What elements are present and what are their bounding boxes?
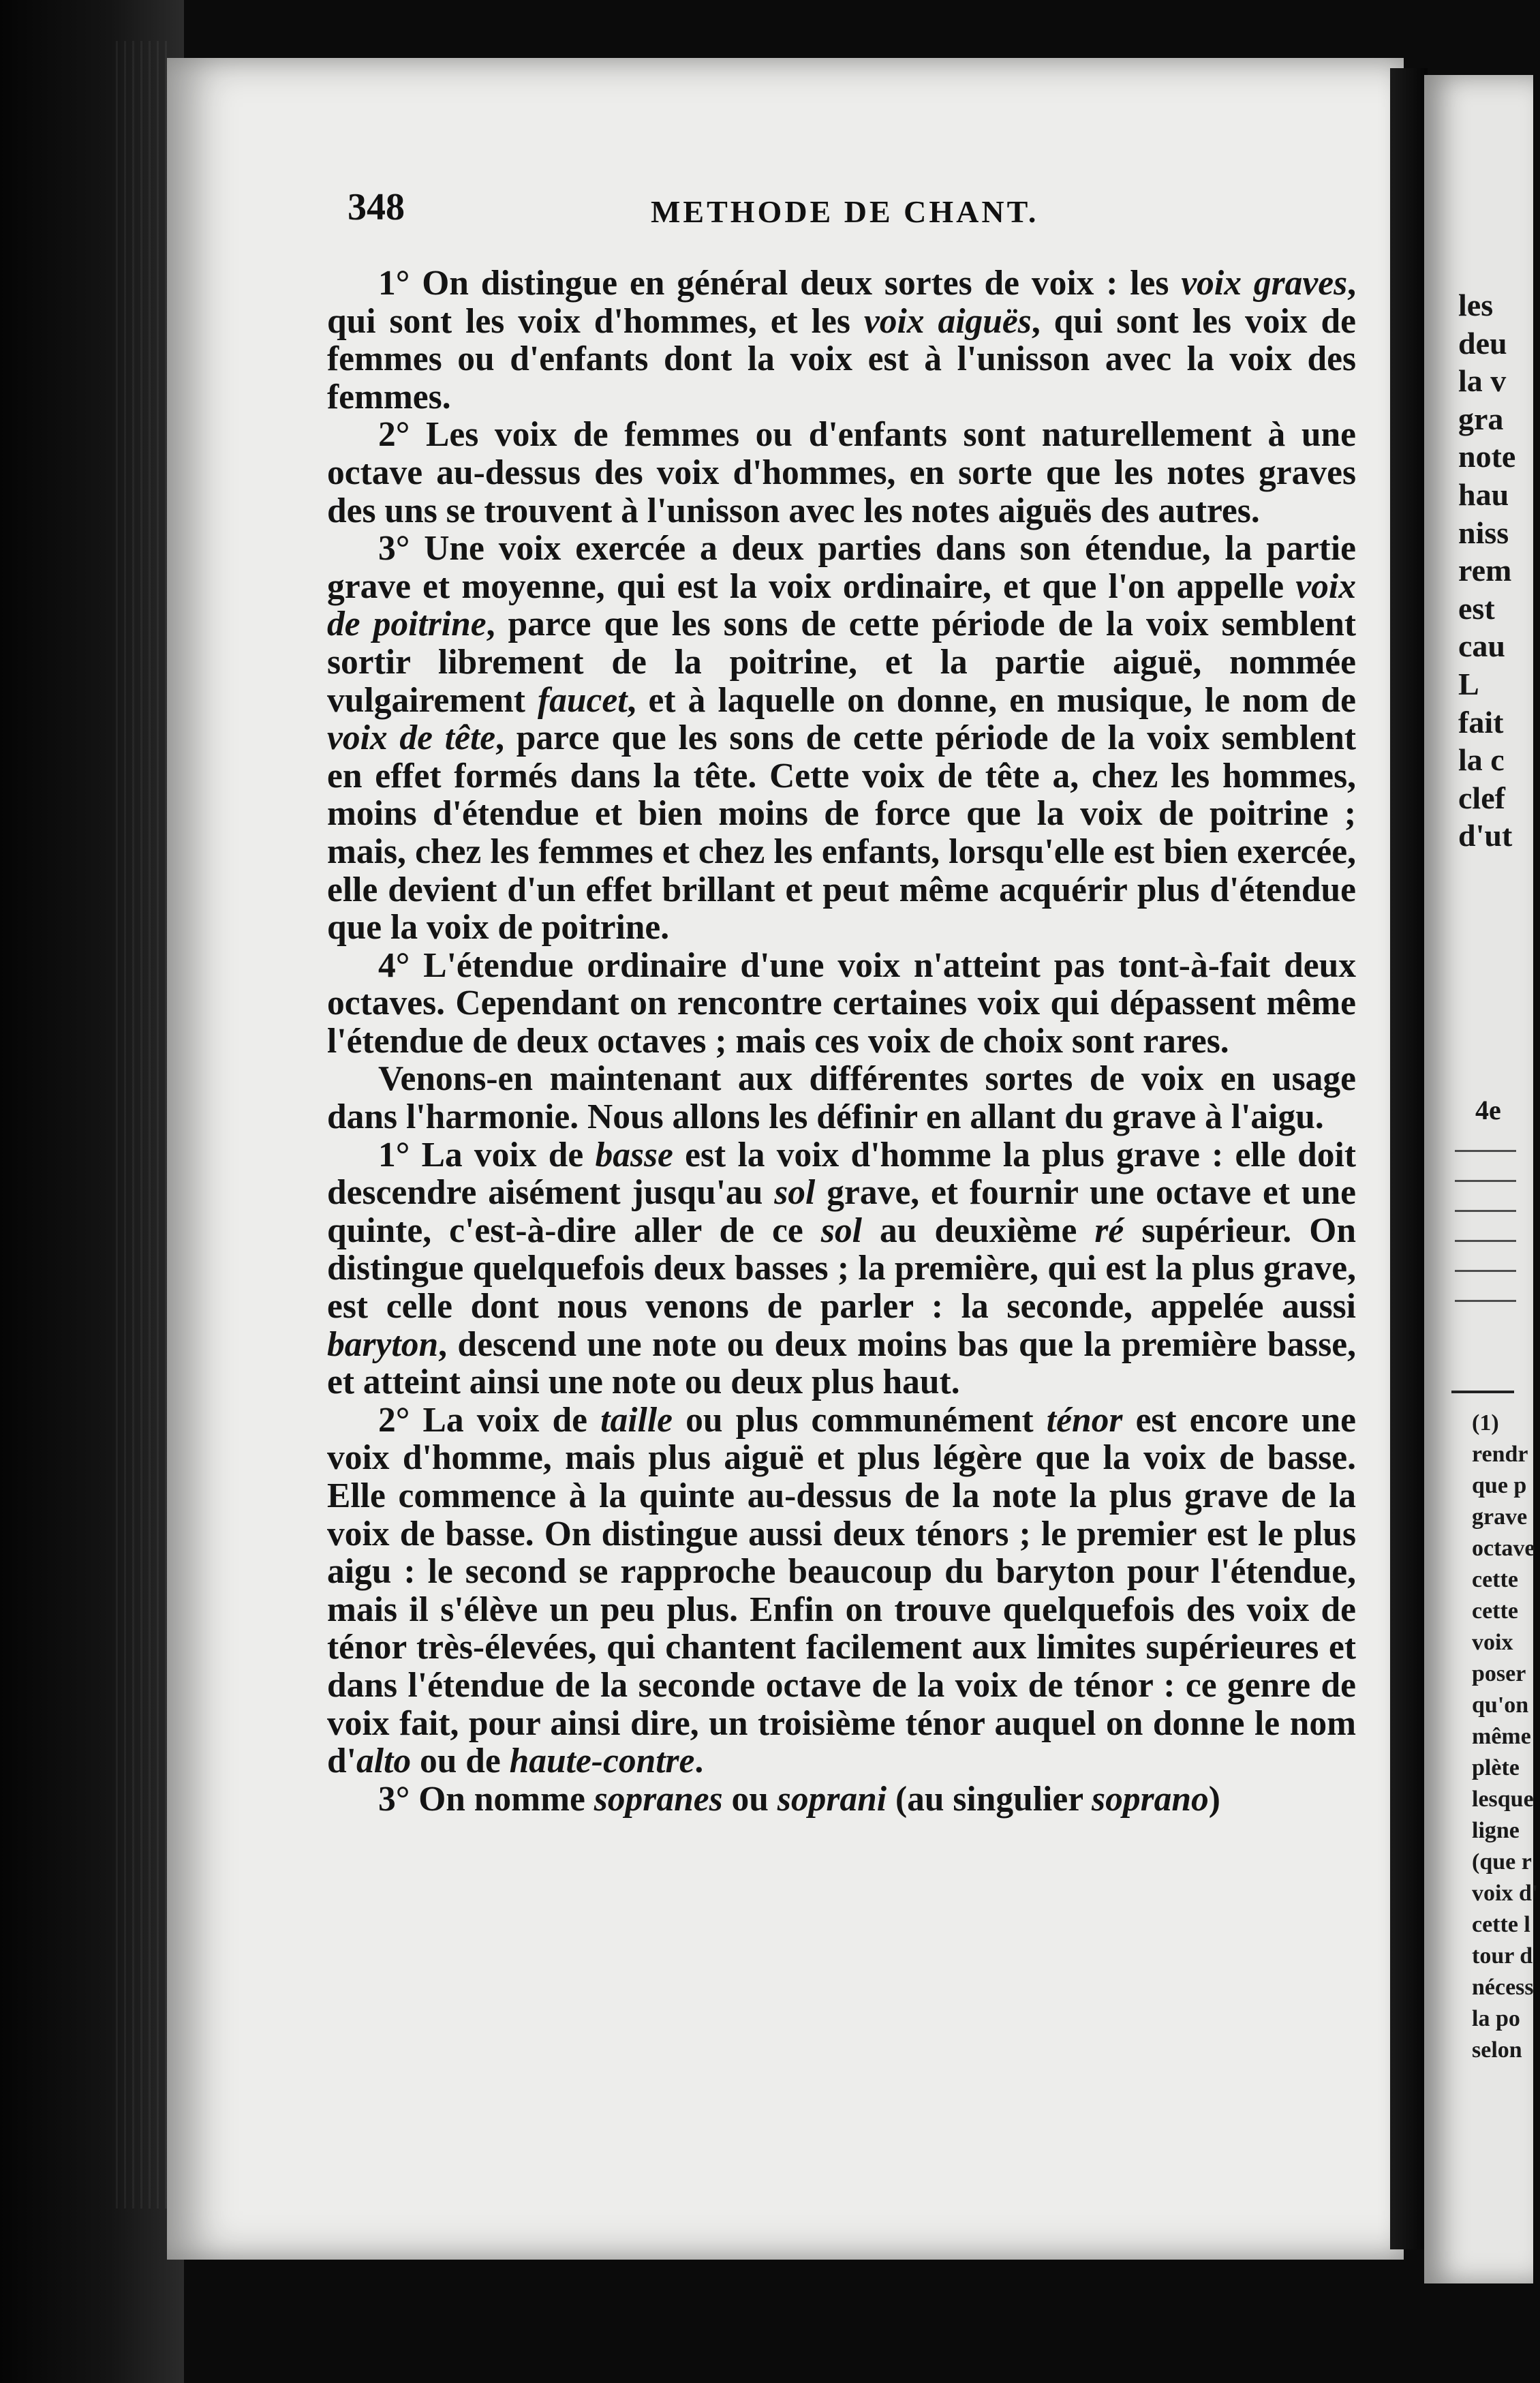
paragraph-octave: 2° Les voix de femmes ou d'enfants sont naturellement à une octave au-dessus des voix d'hommes, en sorte que les notes graves des uns se trouvent à l'unisson avec les notes aiguës des autres. [327,415,1356,530]
body-text [327,264,1356,1818]
footnote-line: qu'on [1472,1693,1529,1718]
footnote-line: plète [1472,1755,1520,1780]
running-title: METHODE DE CHANT. [651,194,1039,229]
next-page-line: d'ut [1458,818,1513,853]
next-page-line: niss [1458,515,1509,550]
footnote-line: (que r [1472,1849,1532,1874]
paragraph-harmony: Venons-en maintenant aux différentes sortes de voix en usage dans l'harmonie. Nous allons les définir en allant du grave à l'aigu. [327,1059,1356,1137]
next-page-line: gra [1458,401,1504,436]
next-page-line: fait [1458,704,1504,740]
footnote-line: selon [1472,2037,1522,2063]
next-page-line: les [1458,288,1494,322]
page-header [348,185,1383,240]
paragraph-tenor: 2° La voix de taille ou plus communément ténor est encore une voix d'homme, mais plus aiguë et plus légère que la voix de basse. Elle commence à la quinte au-dessus de la note la plus grave de la voix de basse. On distingue aussi deux ténors ; le premier est le plus aigu : le second se rapproche beaucoup du baryton pour l'étendue, mais il s'élève un peu plus. Enfin on trouve quelquefois des voix de ténor très-élevées, qui chantent facilement aux limites supérieures et dans l'étendue de la seconde octave de la voix de ténor : ce genre de voix fait, pour ainsi dire, un troisième ténor auquel on donne le nom d'alto ou de haute-contre. [327,1400,1356,1781]
paragraph-registers: 3° Une voix exercée a deux parties dans son étendue, la partie grave et moyenne, qui est la voix ordinaire, et que l'on appelle voix de poitrine, parce que les sons de cette période de la voix semblent sortir librement de la poitrine, et la partie aiguë, nommée vulgairement faucet, et à laquelle on donne, en musique, le nom de voix de tête, parce que les sons de cette période de la voix semblent en effet formés dans la tête. Cette voix de tête a, chez les hommes, moins d'étendue et bien moins de force que la voix de poitrine ; mais, chez les femmes et chez les enfants, lorsqu'elle est bien exercée, elle devient d'un effet brillant et peut même acquérir plus d'étendue que la voix de poitrine. [327,529,1357,947]
paragraph-voice-types: 1° On distingue en général deux sortes de voix : les voix graves, qui sont les voix d'hommes, et les voix aiguës, qui sont les voix de femmes ou d'enfants dont la voix est à l'unisson avec la voix des femmes. [327,264,1357,416]
next-page-line: clef [1458,780,1505,815]
footnote-line: tour d [1472,1943,1533,1969]
spine-page-edges [116,41,170,2209]
footnote-line: rendr [1472,1442,1528,1467]
next-page-line: cau [1458,628,1505,664]
next-page-line: L [1458,666,1479,701]
page-number: 348 [348,186,405,228]
next-page-line: note [1458,439,1516,474]
paragraph-bass: 1° La voix de basse est la voix d'homme la plus grave : elle doit descendre aisément jusqu'au sol grave, et fournir une octave et une quinte, c'est-à-dire aller de ce sol au deuxième ré supérieur. On distingue quelquefois deux basses ; la première, qui est la plus grave, est celle dont nous venons de parler : la seconde, appelée aussi baryton, descend une note ou deux moins bas que la première basse, et atteint ainsi une note ou deux plus haut. [327,1135,1356,1402]
footnote-rule [1451,1391,1514,1393]
next-page-footnote-fragment [1472,1408,1539,2066]
footnote-line: la po [1472,2006,1520,2031]
next-page-line: hau [1458,476,1509,512]
footnote-line: voix [1472,1630,1513,1655]
footnote-line: octave [1472,1536,1535,1561]
next-page-line: rem [1458,553,1512,588]
next-page-column-fragment [1458,286,1540,855]
footnote-line: que p [1472,1473,1527,1498]
next-page-line: la v [1458,363,1507,399]
next-page-line: deu [1458,325,1507,361]
next-page-line: la c [1458,742,1505,778]
footnote-line: ligne [1472,1818,1520,1843]
music-staff-fragment [1455,1135,1516,1305]
paragraph-range: 4° L'étendue ordinaire d'une voix n'atteint pas tont-à-fait deux octaves. Cependant on rencontre certaines voix qui dépassent même l'étendue de deux octaves ; mais ces voix de choix sont rares. [327,945,1356,1061]
footnote-line: poser [1472,1661,1526,1686]
footnote-line: grave [1472,1504,1528,1530]
next-page-line: est [1458,590,1495,626]
next-page-label: 4e [1475,1095,1501,1125]
gutter-shadow [1390,68,1428,2249]
footnote-line: même [1472,1724,1531,1749]
paragraph-soprano: 3° On nomme sopranes ou soprani (au singulier soprano) [378,1779,1220,1819]
footnote-line: cette [1472,1567,1518,1592]
footnote-line: cette [1472,1598,1518,1624]
footnote-line: voix d' [1472,1881,1539,1906]
footnote-line: nécess [1472,1975,1534,2000]
footnote-line: (1) [1472,1410,1499,1436]
footnote-line: cette l [1472,1912,1530,1937]
footnote-line: lesque [1472,1787,1534,1812]
